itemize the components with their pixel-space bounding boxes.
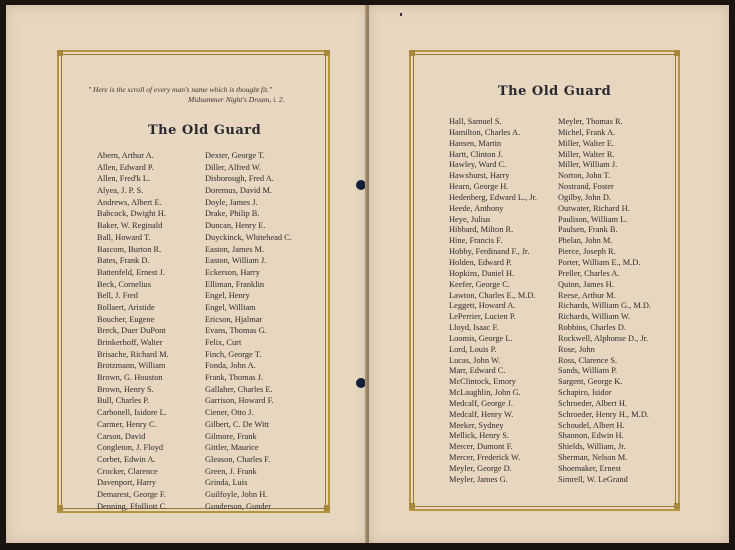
- name-entry: Demarest, George F.: [97, 489, 166, 499]
- name-entry: Lawton, Charles E., M.D.: [449, 290, 536, 300]
- name-entry: McLaughlin, John G.: [449, 388, 521, 398]
- name-entry: Disborough, Fred A.: [205, 174, 274, 184]
- name-entry: Rockwell, Alphonse D., Jr.: [558, 333, 649, 343]
- name-entry: Loomis, George L.: [449, 333, 513, 343]
- name-entry: Carbonell, Isidore L.: [97, 408, 167, 418]
- name-entry: Carmer, Henry C.: [97, 419, 157, 429]
- name-entry: Hobby, Ferdinand F., Jr.: [449, 247, 530, 257]
- name-entry: Davenport, Harry: [97, 478, 157, 488]
- name-entry: Congleton, J. Floyd: [97, 443, 164, 453]
- name-entry: Baker, W. Reginald: [97, 221, 163, 231]
- name-entry: Bull, Charles P.: [97, 396, 150, 406]
- name-entry: Corbet, Edwin A.: [97, 454, 156, 464]
- name-entry: Miller, William J.: [558, 160, 618, 170]
- name-entry: Sherman, Nelson M.: [558, 453, 628, 463]
- name-entry: Gilbert, C. De Witt: [205, 419, 269, 429]
- name-entry: Pierce, Joseph R.: [558, 247, 616, 257]
- page-title: The Old Guard: [148, 123, 262, 138]
- name-entry: Paulsen, Frank B.: [558, 225, 618, 235]
- name-entry: Schapiro, Isidor: [558, 388, 612, 398]
- name-entry: Brinkerhoff, Walter: [97, 338, 163, 347]
- name-entry: Meeker, Sydney: [449, 420, 504, 430]
- name-entry: Phelan, John M.: [558, 236, 613, 246]
- name-entry: Crocker, Clarence: [97, 466, 158, 476]
- epigraph-line-1: " Here is the scroll of every man's name which is thought fit.": [88, 85, 273, 94]
- name-entry: Reese, Arthur M.: [558, 290, 616, 300]
- name-entry: Battenfeld, Ernest J.: [97, 267, 165, 277]
- name-entry: Holden, Edward P.: [449, 257, 512, 267]
- name-entry: Meyler, George D.: [449, 464, 512, 473]
- name-entry: McClintock, Emory: [449, 377, 516, 387]
- name-entry: Easton, William J.: [205, 256, 267, 266]
- name-entry: Gallaher, Charles E.: [205, 384, 273, 394]
- name-entry: Dexter, George T.: [205, 151, 265, 160]
- name-entry: Hartt, Clinton J.: [449, 149, 503, 159]
- name-entry: Green, J. Frank: [205, 466, 257, 476]
- names-column-right-2: [558, 117, 651, 486]
- name-entry: Hawley, Ward C.: [449, 160, 507, 170]
- name-entry: Norton, John T.: [558, 171, 611, 181]
- epigraph-source: Midsummer Night's Dream, i. 2.: [188, 95, 285, 104]
- names-column-left-2: [205, 150, 292, 512]
- name-entry: Medcalf, George J.: [449, 398, 514, 408]
- name-entry: Michel, Frank A.: [558, 127, 616, 137]
- name-entry: Allen, Edward P.: [97, 162, 154, 172]
- left-page-border-corner: [324, 50, 330, 56]
- name-entry: Felix, Curt: [205, 338, 242, 347]
- name-entry: Diller, Alfred W.: [205, 162, 261, 172]
- name-entry: Finch, George T.: [205, 349, 262, 359]
- name-entry: Nostrand, Foster: [558, 182, 614, 192]
- name-entry: Brown, Henry S.: [97, 384, 154, 394]
- left-page-border-corner: [324, 505, 330, 511]
- name-entry: Rose, John: [558, 344, 595, 354]
- name-entry: Allen, Fred'k L.: [97, 174, 151, 184]
- name-entry: LePerrier, Lucien P.: [449, 312, 516, 322]
- name-entry: Hibbard, Milton R.: [449, 225, 514, 235]
- name-entry: Heede, Anthony: [449, 203, 504, 213]
- name-entry: Gittler, Maurice: [205, 443, 259, 453]
- name-entry: Beck, Cornelius: [97, 279, 151, 289]
- right-page: [369, 5, 729, 543]
- name-entry: Leggett, Howard A.: [449, 301, 516, 311]
- name-entry: Hawxhurst, Harry: [449, 171, 510, 181]
- name-entry: Eckerson, Harry: [205, 267, 260, 277]
- name-entry: Preller, Charles A.: [558, 268, 620, 278]
- name-entry: Engel, William: [205, 302, 256, 312]
- names-column-left-1: [97, 150, 169, 512]
- name-entry: Hearn, George H.: [449, 182, 509, 192]
- name-entry: Paulison, William L.: [558, 214, 628, 224]
- name-entry: Hamilton, Charles A.: [449, 127, 521, 137]
- name-entry: Easton, James M.: [205, 244, 265, 254]
- name-entry: Breck, Duer DuPont: [97, 326, 166, 336]
- page-mark: [400, 13, 402, 16]
- name-entry: Shields, William, Jr.: [558, 442, 626, 452]
- name-entry: Denning, Ffolliott C.: [97, 501, 168, 511]
- page-title: The Old Guard: [498, 84, 612, 99]
- name-entry: Robbins, Charles D.: [558, 323, 626, 333]
- name-entry: Mercer, Dumont F.: [449, 442, 513, 452]
- name-entry: Gunderson, Gunder: [205, 501, 272, 511]
- name-entry: Medcalf, Henry W.: [449, 409, 514, 419]
- right-page-border-corner: [674, 503, 680, 509]
- name-entry: Shoemaker, Ernest: [558, 464, 621, 473]
- name-entry: Heye, Julius: [449, 214, 491, 224]
- name-entry: Schroeder, Albert H.: [558, 398, 627, 408]
- name-entry: Richards, William G., M.D.: [558, 301, 652, 311]
- name-entry: Lucas, John W.: [449, 355, 501, 365]
- name-entry: Boucher, Eugene: [97, 314, 155, 324]
- name-entry: Ogilby, John D.: [558, 192, 611, 202]
- name-entry: Richards, William W.: [558, 312, 631, 322]
- name-entry: Abern, Arthur A.: [97, 151, 154, 160]
- name-entry: Mercer, Frederick W.: [449, 453, 521, 463]
- right-page-border-corner: [674, 50, 680, 56]
- name-entry: Frank, Thomas J.: [205, 373, 264, 383]
- name-entry: Gilmore, Frank: [205, 431, 257, 441]
- name-entry: Bascom, Burton R.: [97, 244, 162, 254]
- name-entry: Garrison, Howard F.: [205, 396, 274, 406]
- name-entry: Doyle, James J.: [205, 197, 258, 207]
- name-entry: Miller, Walter R.: [558, 149, 615, 159]
- right-page-border-corner: [409, 50, 415, 56]
- name-entry: Lord, Louis P.: [449, 344, 497, 354]
- name-entry: Meyler, Thomas R.: [558, 117, 623, 126]
- name-entry: Bates, Frank D.: [97, 256, 150, 266]
- name-entry: Hansen, Martin: [449, 138, 502, 148]
- name-entry: Doremus, David M.: [205, 186, 272, 196]
- name-entry: Andrews, Albert E.: [97, 197, 162, 207]
- name-entry: Outwater, Richard H.: [558, 203, 630, 213]
- name-entry: Quinn, James H.: [558, 279, 614, 289]
- name-entry: Gleason, Charles F.: [205, 454, 271, 464]
- name-entry: Evans, Thomas G.: [205, 326, 267, 336]
- name-entry: Ross, Clarence S.: [558, 355, 618, 365]
- name-entry: Schroeder, Henry H., M.D.: [558, 409, 649, 419]
- name-entry: Porter, William E., M.D.: [558, 257, 641, 267]
- name-entry: Brown, G. Houston: [97, 373, 163, 383]
- name-entry: Duyckinck, Whitehead C.: [205, 232, 292, 242]
- name-entry: Carson, David: [97, 431, 146, 441]
- name-entry: Schoudel, Albert H.: [558, 420, 625, 430]
- name-entry: Sargent, George K.: [558, 377, 623, 387]
- name-entry: Bollaert, Aristide: [97, 302, 155, 312]
- name-entry: Lloyd, Isaac F.: [449, 323, 499, 333]
- right-page-border-corner: [409, 503, 415, 509]
- name-entry: Keefer, George C.: [449, 279, 510, 289]
- name-entry: Ericson, Hjalmar: [205, 314, 263, 324]
- name-entry: Miller, Walter E.: [558, 138, 615, 148]
- name-entry: Hopkins, Daniel H.: [449, 268, 515, 278]
- name-entry: Ball, Howard T.: [97, 232, 151, 242]
- name-entry: Duncan, Henry E.: [205, 221, 266, 231]
- name-entry: Fonda, John A.: [205, 361, 256, 371]
- name-entry: Hall, Samuel S.: [449, 117, 502, 126]
- names-column-right-1: [449, 117, 537, 486]
- name-entry: Simrell, W. LeGrand: [558, 474, 628, 484]
- name-entry: Guilfoyle, John H.: [205, 489, 268, 499]
- name-entry: Ciener, Otto J.: [205, 408, 254, 418]
- name-entry: Brisache, Richard M.: [97, 349, 169, 359]
- name-entry: Sands, William P.: [558, 366, 618, 376]
- name-entry: Meyler, James G.: [449, 474, 508, 484]
- left-page-border-corner: [57, 505, 63, 511]
- name-entry: Shannon, Edwin H.: [558, 431, 624, 441]
- name-entry: Hedenberg, Edward L., Jr.: [449, 192, 537, 202]
- name-entry: Brotzmann, William: [97, 361, 166, 371]
- name-entry: Engel, Henry: [205, 291, 250, 301]
- left-page: [6, 5, 367, 543]
- name-entry: Babcock, Dwight H.: [97, 209, 166, 219]
- name-entry: Alyea, J. P. S.: [97, 186, 144, 196]
- name-entry: Elliman, Franklin: [205, 279, 265, 289]
- name-entry: Mellick, Henry S.: [449, 431, 510, 441]
- name-entry: Bell, J. Fred: [97, 291, 138, 301]
- name-entry: Marr, Edward C.: [449, 366, 506, 376]
- name-entry: Drake, Philip B.: [205, 209, 260, 219]
- name-entry: Hine, Francis F.: [449, 236, 503, 246]
- left-page-border-corner: [57, 50, 63, 56]
- name-entry: Grinda, Luis: [205, 478, 248, 488]
